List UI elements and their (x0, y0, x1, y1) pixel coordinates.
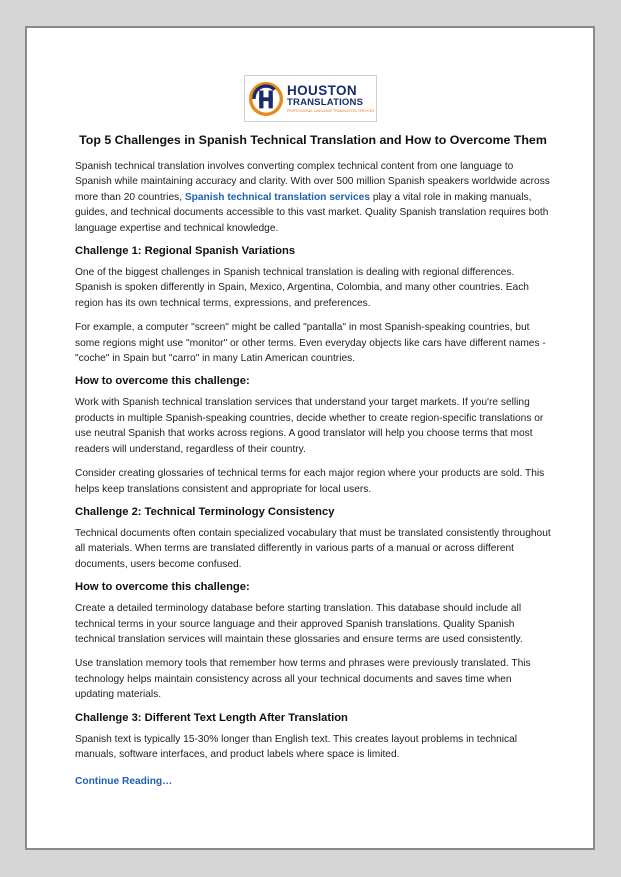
section-heading-challenge-1: Challenge 1: Regional Spanish Variations (75, 245, 296, 258)
paragraph: For example, a computer "screen" might be called "pantalla" in most Spanish-speaking countries, but some regions might use "monitor" or other terms. Even everyday objects like cars have different names - "coche" in Spain but "carro" in many Latin American countries. (75, 322, 546, 365)
intro-text-before: Spanish technical translation involves converting complex technical content from one language to Spanish while maintaining accuracy and clarity. With over 500 million Spanish speakers worldwide across more than 20 countries, (75, 161, 550, 203)
paragraph: Spanish text is typically 15-30% longer than English text. This creates layout problems in technical manuals, software interfaces, and product labels where space is limited. (75, 733, 518, 760)
section-heading-challenge-2: Challenge 2: Technical Terminology Consistency (75, 505, 335, 518)
paragraph: Consider creating glossaries of technical terms for each major region where your products are sold. This helps keep translations consistent and appropriate for local users. (75, 468, 545, 495)
intro-text-after: play a vital role in making manuals, guides, and technical documents accessible to this vast market. Quality Spanish translation requires both language expertise and technical knowledge. (75, 191, 549, 234)
paragraph: One of the biggest challenges in Spanish technical translation is dealing with regional differences. Spanish is spoken differently in Spain, Mexico, Argentina, Colombia, and many other countries. Each region has its own technical terms, expressions, and preferences. (75, 267, 529, 309)
document-page (25, 26, 595, 850)
logo-line-2: TRANSLATIONS (287, 97, 364, 109)
paragraph: Create a detailed terminology database before starting translation. This database should include all technical terms in your source language and their approved Spanish translations. Quality Spanish technical translation services will maintain these glossaries and ensure terms are used consistently. (75, 603, 523, 645)
section-heading-overcome-1: How to overcome this challenge: (75, 375, 250, 388)
section-heading-challenge-3: Challenge 3: Different Text Length After Translation (75, 711, 348, 724)
article-title: Top 5 Challenges in Spanish Technical Translation and How to Overcome Them (79, 133, 547, 147)
intro-paragraph (75, 159, 551, 236)
logo-tagline: PROFESSIONAL LANGUAGE TRANSLATION SERVICES (287, 108, 375, 113)
section-heading-overcome-2: How to overcome this challenge: (75, 581, 250, 594)
paragraph: Work with Spanish technical translation services that understand your target markets. If you're selling products in multiple Spanish-speaking countries, decide whether to create region-specific translations or use neutral Spanish that works across regions. A good translator will help you choose terms that most readers will understand, regardless of their country. (75, 397, 544, 455)
houston-h-logo-icon (249, 82, 283, 116)
article-body (75, 133, 551, 789)
paragraph: Use translation memory tools that remember how terms and phrases were previously translated. This technology helps maintain consistency across all your technical documents and saves time when updating materials. (75, 658, 531, 701)
continue-reading-link[interactable]: Continue Reading… (75, 776, 173, 788)
houston-translations-logo (244, 75, 377, 122)
spanish-technical-translation-services-link[interactable]: Spanish technical translation services (184, 191, 371, 203)
logo-line-1: HOUSTON (287, 82, 358, 98)
paragraph: Technical documents often contain specialized vocabulary that must be translated consistently throughout all materials. When terms are translated differently in various parts of a manual or across different documents, users become confused. (75, 527, 551, 570)
